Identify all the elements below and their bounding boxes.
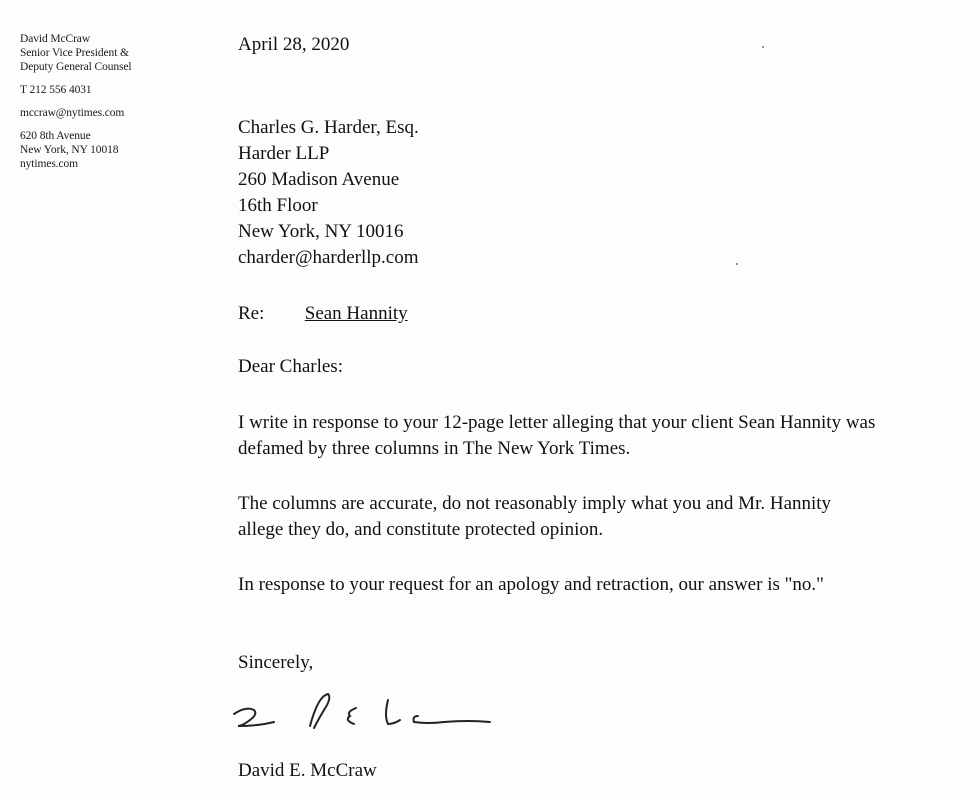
re-label: Re: [238, 303, 265, 324]
recipient-floor: 16th Floor [238, 195, 318, 216]
sender-name: David McCraw [20, 33, 91, 45]
recipient-street: 260 Madison Avenue [238, 169, 400, 190]
signer-name: David E. McCraw [238, 760, 377, 781]
letter-date: April 28, 2020 [238, 34, 350, 55]
salutation: Dear Charles: [238, 356, 343, 377]
scan-speck [762, 46, 764, 48]
handwritten-signature [228, 686, 518, 746]
sender-address-line-1: 620 8th Avenue [20, 130, 91, 142]
recipient-city: New York, NY 10016 [238, 221, 404, 242]
body-paragraph-3: In response to your request for an apology and retraction, our answer is "no." [238, 574, 824, 595]
recipient-firm: Harder LLP [238, 143, 330, 164]
sender-title-line-2: Deputy General Counsel [20, 61, 132, 73]
closing: Sincerely, [238, 652, 314, 673]
scan-speck [736, 263, 738, 265]
sender-email: mccraw@nytimes.com [20, 107, 125, 119]
sender-phone: T 212 556 4031 [20, 84, 92, 96]
sender-title-line-1: Senior Vice President & [20, 47, 129, 59]
body-paragraph-1: I write in response to your 12-page letter alleging that your client Sean Hannity was defamed by three columns in The New York Times. [238, 412, 876, 459]
sender-website: nytimes.com [20, 158, 78, 170]
recipient-address [238, 115, 419, 271]
recipient-name: Charles G. Harder, Esq. [238, 117, 419, 138]
re-line [238, 303, 408, 325]
sender-block [20, 32, 220, 171]
body-paragraph-2: The columns are accurate, do not reasonably imply what you and Mr. Hannity allege they do, and constitute protected opinion. [238, 493, 832, 540]
re-subject: Sean Hannity [304, 303, 408, 324]
recipient-email: charder@harderllp.com [238, 247, 419, 268]
sender-address-line-2: New York, NY 10018 [20, 144, 119, 156]
